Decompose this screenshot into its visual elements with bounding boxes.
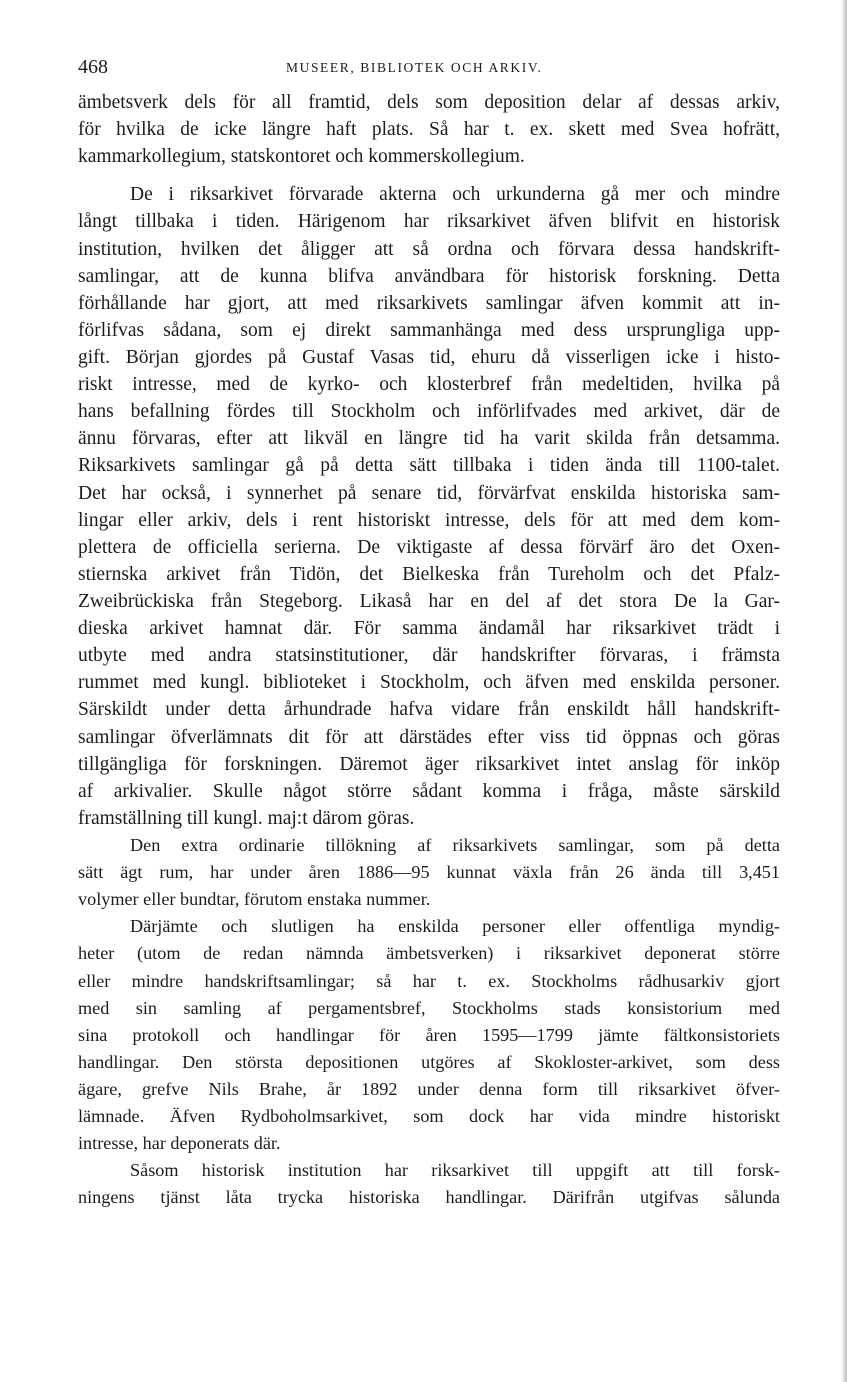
text-line: institution, hvilken det åligger att så ordna och förvara dessa handskrift-: [78, 238, 780, 260]
running-head: MUSEER, BIBLIOTEK OCH ARKIV.: [286, 60, 543, 75]
text-line: rummet med kungl. biblioteket i Stockholm, och äfven med enskilda personer.: [78, 672, 780, 694]
text-line: intresse, har deponerats där.: [78, 1133, 281, 1154]
paragraph-2: [78, 181, 780, 832]
page-edge-shadow: [841, 0, 847, 1382]
text-line: kammarkollegium, statskontoret och kommerskollegium.: [78, 146, 525, 168]
text-line: ägare, grefve Nils Brahe, år 1892 under denna form till riksarkivet öfver-: [78, 1078, 780, 1099]
text-line: ningens tjänst låta trycka historiska handlingar. Därifrån utgifvas sålunda: [78, 1187, 780, 1208]
text-line: De i riksarkivet förvarade akterna och urkunderna gå mer och mindre: [130, 184, 780, 206]
text-line: Därjämte och slutligen ha enskilda personer eller offentliga myndig-: [130, 916, 780, 937]
text-line: lämnade. Äfven Rydboholmsarkivet, som dock har vida mindre historiskt: [78, 1106, 780, 1127]
text-line: samlingar, att de kunna blifva användbara för historisk forskning. Detta: [78, 265, 780, 287]
text-line: Särskildt under detta århundrade hafva vidare från enskildt håll handskrift-: [78, 699, 780, 721]
text-line: plettera de officiella serierna. De viktigaste af dessa förvärf äro det Oxen-: [78, 536, 780, 558]
paragraph-5: [78, 1157, 780, 1211]
text-line: Zweibrückiska från Stegeborg. Likaså har en del af det stora De la Gar-: [78, 590, 780, 612]
body-text: [78, 89, 780, 1211]
text-line: riskt intresse, med de kyrko- och klosterbref från medeltiden, hvilka på: [78, 374, 780, 396]
text-line: dieska arkivet hamnat där. För samma ändamål har riksarkivet trädt i: [78, 618, 780, 640]
text-line: sina protokoll och handlingar för åren 1595—1799 jämte fältkonsistoriets: [78, 1024, 780, 1045]
text-line: sätt ägt rum, har under åren 1886—95 kunnat växla från 26 ända till 3,451: [78, 862, 780, 883]
text-line: Den extra ordinarie tillökning af riksarkivets samlingar, som på detta: [130, 834, 780, 855]
text-line: gift. Början gjordes på Gustaf Vasas tid, ehuru då visserligen icke i histo-: [78, 346, 780, 368]
text-line: förhållande har gjort, att med riksarkivets samlingar äfven kommit att in-: [78, 292, 780, 314]
text-line: långt tillbaka i tiden. Härigenom har riksarkivet äfven blifvit en historisk: [78, 211, 780, 233]
paragraph-3: [78, 832, 780, 913]
text-line: Det har också, i synnerhet på senare tid, förvärfvat enskilda historiska sam-: [78, 482, 780, 504]
text-line: lingar eller arkiv, dels i rent historiskt intresse, dels för att med dem kom-: [78, 509, 780, 531]
text-line: framställning till kungl. maj:t därom göras.: [78, 807, 415, 829]
text-line: med sin samling af pergamentsbref, Stockholms stads konsistorium med: [78, 997, 780, 1018]
text-line: eller mindre handskriftsamlingar; så har t. ex. Stockholms rådhusarkiv gjort: [78, 970, 780, 991]
text-line: ännu förvaras, efter att likväl en längre tid ha varit skilda från detsamma.: [78, 428, 780, 450]
text-line: handlingar. Den största depositionen utgöres af Skokloster-arkivet, som dess: [78, 1051, 780, 1072]
text-line: Riksarkivets samlingar gå på detta sätt tillbaka i tiden ända till 1100-talet.: [78, 455, 780, 477]
text-line: heter (utom de redan nämnda ämbetsverken) i riksarkivet deponerat större: [78, 943, 780, 964]
text-line: volymer eller bundtar, förutom enstaka nummer.: [78, 889, 431, 910]
text-line: tillgängliga för forskningen. Däremot äger riksarkivet intet anslag för inköp: [78, 753, 780, 775]
page-number: 468: [78, 56, 108, 78]
paragraph-1: [78, 89, 780, 170]
text-line: förlifvas sådana, som ej direkt sammanhänga med dess ursprungliga upp-: [78, 319, 780, 341]
text-line: utbyte med andra statsinstitutioner, där handskrifter förvaras, i främsta: [78, 645, 780, 667]
text-line: ämbetsverk dels för all framtid, dels som deposition delar af dessas arkiv,: [78, 92, 780, 113]
page-header: [78, 55, 780, 79]
paragraph-4: [78, 913, 780, 1157]
text-line: hans befallning fördes till Stockholm och införlifvades med arkivet, där de: [78, 401, 780, 423]
text-line: stiernska arkivet från Tidön, det Bielkeska från Tureholm och det Pfalz-: [78, 563, 780, 585]
text-line: af arkivalier. Skulle något större sådant komma i fråga, måste särskild: [78, 780, 780, 802]
text-line: för hvilka de icke längre haft plats. Så har t. ex. skett med Svea hofrätt,: [78, 119, 780, 141]
text-line: samlingar öfverlämnats dit för att därstädes efter viss tid öppnas och göras: [78, 726, 780, 748]
text-line: Såsom historisk institution har riksarkivet till uppgift att till forsk-: [130, 1160, 780, 1181]
